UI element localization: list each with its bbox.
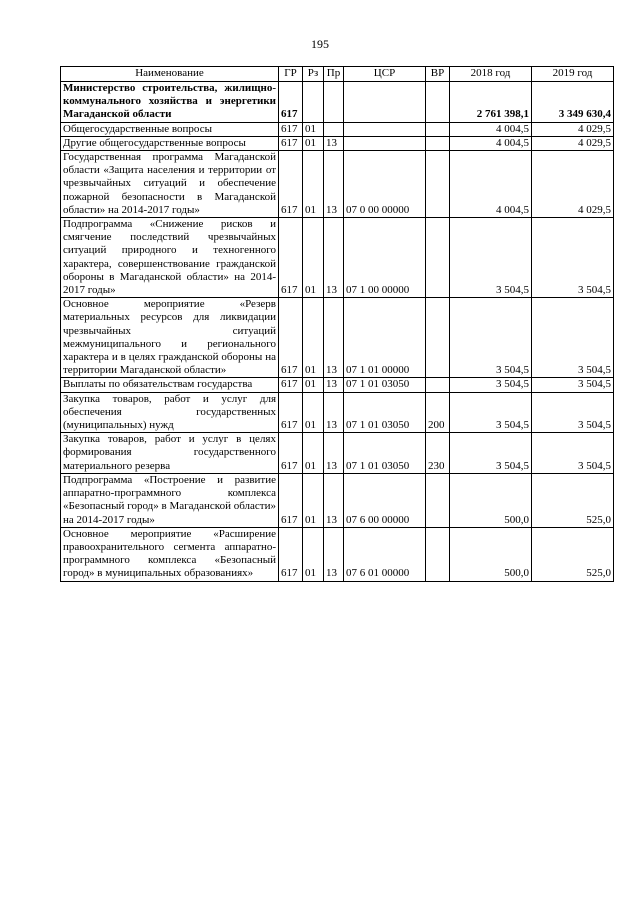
- row-amount-2019: 3 504,5: [532, 218, 614, 298]
- row-pr: [324, 82, 344, 123]
- row-pr: 13: [324, 136, 344, 150]
- row-amount-2019: 525,0: [532, 527, 614, 581]
- row-vr: [426, 298, 450, 378]
- header-row: [61, 67, 614, 82]
- row-pr: 13: [324, 218, 344, 298]
- row-csr: 07 1 01 03050: [344, 392, 426, 433]
- row-pr: 13: [324, 298, 344, 378]
- table-row: [61, 527, 614, 581]
- row-vr: [426, 136, 450, 150]
- row-csr: [344, 82, 426, 123]
- row-gr: 617: [279, 298, 303, 378]
- header-vr: ВР: [426, 67, 450, 82]
- row-vr: [426, 151, 450, 218]
- row-amount-2019: 3 504,5: [532, 378, 614, 392]
- table-row: [61, 378, 614, 392]
- row-rz: 01: [303, 151, 324, 218]
- row-amount-2018: 3 504,5: [450, 378, 532, 392]
- table-row: [61, 392, 614, 433]
- row-amount-2018: 2 761 398,1: [450, 82, 532, 123]
- row-rz: 01: [303, 136, 324, 150]
- row-csr: 07 1 01 00000: [344, 298, 426, 378]
- table-row: [61, 82, 614, 123]
- table-row: [61, 151, 614, 218]
- row-gr: 617: [279, 218, 303, 298]
- header-rz: Рз: [303, 67, 324, 82]
- row-amount-2019: 4 029,5: [532, 151, 614, 218]
- row-vr: 200: [426, 392, 450, 433]
- row-rz: 01: [303, 298, 324, 378]
- header-2019: 2019 год: [532, 67, 614, 82]
- row-pr: 13: [324, 433, 344, 474]
- row-name: Основное мероприятие «Резерв материальных ресурсов для ликвидации чрезвычайных ситуаций межмуниципального и регионального характера и в целях гражданской обороны на территории Магаданской области»: [61, 298, 279, 378]
- row-amount-2018: 4 004,5: [450, 122, 532, 136]
- row-csr: 07 1 01 03050: [344, 378, 426, 392]
- row-amount-2018: 4 004,5: [450, 151, 532, 218]
- row-amount-2019: 4 029,5: [532, 122, 614, 136]
- table-row: [61, 136, 614, 150]
- row-name: Основное мероприятие «Расширение правоохранительного сегмента аппаратно-программного комплекса «Безопасный город» в муниципальных образованиях»: [61, 527, 279, 581]
- row-amount-2018: 3 504,5: [450, 392, 532, 433]
- table-row: [61, 122, 614, 136]
- row-amount-2018: 4 004,5: [450, 136, 532, 150]
- row-pr: 13: [324, 473, 344, 527]
- row-vr: [426, 82, 450, 123]
- header-pr: Пр: [324, 67, 344, 82]
- row-gr: 617: [279, 392, 303, 433]
- page-number: 195: [311, 37, 329, 51]
- row-gr: 617: [279, 527, 303, 581]
- row-name: Выплаты по обязательствам государства: [61, 378, 279, 392]
- row-rz: 01: [303, 473, 324, 527]
- row-csr: [344, 136, 426, 150]
- row-rz: 01: [303, 527, 324, 581]
- row-name: Другие общегосударственные вопросы: [61, 136, 279, 150]
- row-rz: [303, 82, 324, 123]
- row-rz: 01: [303, 218, 324, 298]
- row-amount-2019: 3 504,5: [532, 392, 614, 433]
- row-amount-2018: 500,0: [450, 527, 532, 581]
- row-name: Общегосударственные вопросы: [61, 122, 279, 136]
- row-gr: 617: [279, 151, 303, 218]
- row-amount-2019: 3 504,5: [532, 433, 614, 474]
- row-rz: 01: [303, 433, 324, 474]
- row-name: Министерство строительства, жилищно-коммунального хозяйства и энергетики Магаданской области: [61, 82, 279, 123]
- row-vr: [426, 122, 450, 136]
- header-gr: ГР: [279, 67, 303, 82]
- row-gr: 617: [279, 473, 303, 527]
- row-csr: 07 6 00 00000: [344, 473, 426, 527]
- row-csr: 07 1 00 00000: [344, 218, 426, 298]
- row-rz: 01: [303, 392, 324, 433]
- row-pr: 13: [324, 392, 344, 433]
- row-vr: [426, 473, 450, 527]
- row-csr: 07 0 00 00000: [344, 151, 426, 218]
- header-csr: ЦСР: [344, 67, 426, 82]
- budget-table: [60, 66, 614, 582]
- row-csr: [344, 122, 426, 136]
- row-name: Государственная программа Магаданской области «Защита населения и территории от чрезвычайных ситуаций и обеспечение пожарной безопасности в Магаданской области» на 2014-2017 годы»: [61, 151, 279, 218]
- row-amount-2019: 3 349 630,4: [532, 82, 614, 123]
- table-row: [61, 218, 614, 298]
- row-gr: 617: [279, 136, 303, 150]
- row-amount-2018: 3 504,5: [450, 433, 532, 474]
- table-row: [61, 473, 614, 527]
- row-amount-2019: 4 029,5: [532, 136, 614, 150]
- row-name: Закупка товаров, работ и услуг в целях формирования государственного материального резерва: [61, 433, 279, 474]
- row-vr: [426, 378, 450, 392]
- table-row: [61, 298, 614, 378]
- row-pr: 13: [324, 527, 344, 581]
- row-gr: 617: [279, 378, 303, 392]
- row-vr: [426, 218, 450, 298]
- row-rz: 01: [303, 122, 324, 136]
- row-amount-2019: 3 504,5: [532, 298, 614, 378]
- row-vr: [426, 527, 450, 581]
- row-pr: 13: [324, 151, 344, 218]
- row-gr: 617: [279, 122, 303, 136]
- row-csr: 07 6 01 00000: [344, 527, 426, 581]
- row-name: Подпрограмма «Снижение рисков и смягчение последствий чрезвычайных ситуаций природного и техногенного характера, совершенствование гражданской обороны в Магаданской области» на 2014-2017 годы»: [61, 218, 279, 298]
- row-name: Закупка товаров, работ и услуг для обеспечения государственных (муниципальных) нужд: [61, 392, 279, 433]
- row-vr: 230: [426, 433, 450, 474]
- header-name: Наименование: [61, 67, 279, 82]
- row-amount-2018: 3 504,5: [450, 218, 532, 298]
- row-pr: 13: [324, 378, 344, 392]
- row-amount-2018: 3 504,5: [450, 298, 532, 378]
- header-2018: 2018 год: [450, 67, 532, 82]
- row-gr: 617: [279, 82, 303, 123]
- row-amount-2018: 500,0: [450, 473, 532, 527]
- row-pr: [324, 122, 344, 136]
- row-rz: 01: [303, 378, 324, 392]
- table-row: [61, 433, 614, 474]
- row-gr: 617: [279, 433, 303, 474]
- row-name: Подпрограмма «Построение и развитие аппаратно-программного комплекса «Безопасный город» в Магаданской области» на 2014-2017 годы»: [61, 473, 279, 527]
- row-csr: 07 1 01 03050: [344, 433, 426, 474]
- row-amount-2019: 525,0: [532, 473, 614, 527]
